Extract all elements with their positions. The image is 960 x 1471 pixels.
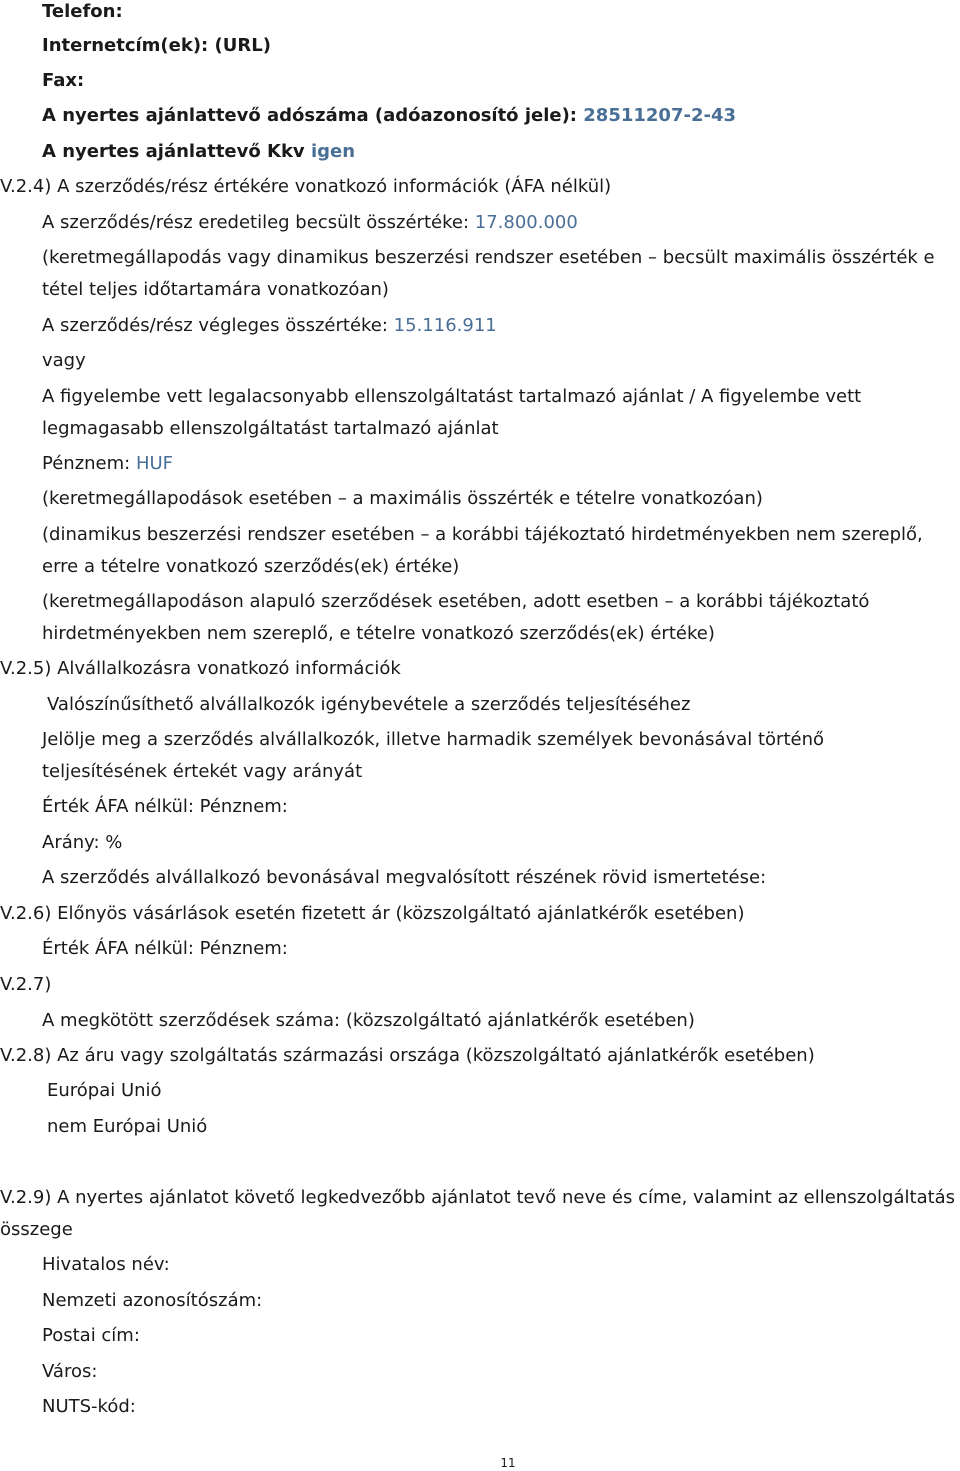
section-v29-heading-line-1: V.2.9) A nyertes ajánlatot követő legkedvezőbb ajánlatot tevő neve és címe, valamint az ellenszolgáltatás xyxy=(0,1187,956,1208)
framework-note-line-2: tétel teljes időtartamára vonatkozóan) xyxy=(42,279,389,300)
fax-label: Fax: xyxy=(42,70,85,91)
section-v24-heading: V.2.4) A szerződés/rész értékére vonatkozó információk (ÁFA nélkül) xyxy=(0,176,612,197)
contracts-count-label: A megkötött szerződések száma: (közszolgáltató ajánlatkérők esetében) xyxy=(42,1010,695,1031)
section-v27-heading: V.2.7) xyxy=(0,974,52,995)
dynamic-system-note-line-1: (dinamikus beszerzési rendszer esetében – a korábbi tájékoztató hirdetményekben nem szereplő, xyxy=(42,524,923,545)
kkv-value: igen xyxy=(310,141,356,162)
nuts-code-label: NUTS-kód: xyxy=(42,1396,136,1417)
considered-offer-line-2: legmagasabb ellenszolgáltatást tartalmazó ajánlat xyxy=(42,418,499,439)
subcontractor-share-line-2: teljesítésének értekét vagy arányát xyxy=(42,761,363,782)
tax-number-label: A nyertes ajánlattevő adószáma (adóazonosító jele): xyxy=(42,105,577,126)
framework-note-line-1: (keretmegállapodás vagy dinamikus beszerzési rendszer esetében – becsült maximális összérték e xyxy=(42,247,935,268)
estimated-value-label: A szerződés/rész eredetileg becsült összértéke: xyxy=(42,212,470,233)
official-name-label: Hivatalos név: xyxy=(42,1254,170,1275)
currency-line xyxy=(42,453,173,475)
national-id-label: Nemzeti azonosítószám: xyxy=(42,1290,263,1311)
internet-address-label: Internetcím(ek): (URL) xyxy=(42,35,271,56)
final-value: 15.116.911 xyxy=(393,315,497,336)
dynamic-system-note-line-2: erre a tételre vonatkozó szerződés(ek) értéke) xyxy=(42,556,460,577)
final-value-label: A szerződés/rész végleges összértéke: xyxy=(42,315,388,336)
origin-non-eu: nem Európai Unió xyxy=(47,1116,208,1137)
postal-address-label: Postai cím: xyxy=(42,1325,140,1346)
subcontract-description-label: A szerződés alvállalkozó bevonásával megvalósított részének rövid ismertetése: xyxy=(42,867,767,888)
tax-number-line xyxy=(42,105,736,127)
currency-value: HUF xyxy=(135,453,174,474)
section-v29-heading-line-2: összege xyxy=(0,1219,73,1240)
origin-eu: Európai Unió xyxy=(47,1080,162,1101)
currency-label: Pénznem: xyxy=(42,453,131,474)
kkv-line xyxy=(42,141,355,163)
city-label: Város: xyxy=(42,1361,98,1382)
ratio-label: Arány: % xyxy=(42,832,123,853)
final-value-line xyxy=(42,315,497,337)
framework-contracts-note-line-2: hirdetményekben nem szereplő, e tételre vonatkozó szerződés(ek) értéke) xyxy=(42,623,715,644)
estimated-value: 17.800.000 xyxy=(474,212,578,233)
telefon-label: Telefon: xyxy=(42,1,123,22)
or-text: vagy xyxy=(42,350,86,371)
framework-contracts-note-line-1: (keretmegállapodáson alapuló szerződések esetében, adott esetben – a korábbi tájékoztató xyxy=(42,591,870,612)
section-v25-heading: V.2.5) Alvállalkozásra vonatkozó információk xyxy=(0,658,401,679)
subcontractor-share-line-1: Jelölje meg a szerződés alvállalkozók, illetve harmadik személyek bevonásával történő xyxy=(42,729,824,750)
considered-offer-line-1: A figyelembe vett legalacsonyabb ellenszolgáltatást tartalmazó ajánlat / A figyelembe vett xyxy=(42,386,862,407)
tax-number-value: 28511207-2-43 xyxy=(583,105,736,126)
kkv-label: A nyertes ajánlattevő Kkv xyxy=(42,141,305,162)
value-excl-vat-label: Érték ÁFA nélkül: Pénznem: xyxy=(42,796,288,817)
subcontractor-likely-text: Valószínűsíthető alvállalkozók igénybevétele a szerződés teljesítéséhez xyxy=(47,694,691,715)
section-v26-heading: V.2.6) Előnyös vásárlások esetén fizetett ár (közszolgáltató ajánlatkérők esetében) xyxy=(0,903,745,924)
framework-max-note: (keretmegállapodások esetében – a maximális összérték e tételre vonatkozóan) xyxy=(42,488,763,509)
section-v28-heading: V.2.8) Az áru vagy szolgáltatás származási országa (közszolgáltató ajánlatkérők esetében) xyxy=(0,1045,815,1066)
estimated-value-line xyxy=(42,212,578,234)
page-number: 11 xyxy=(500,1456,516,1470)
value-excl-vat-label-2: Érték ÁFA nélkül: Pénznem: xyxy=(42,938,288,959)
